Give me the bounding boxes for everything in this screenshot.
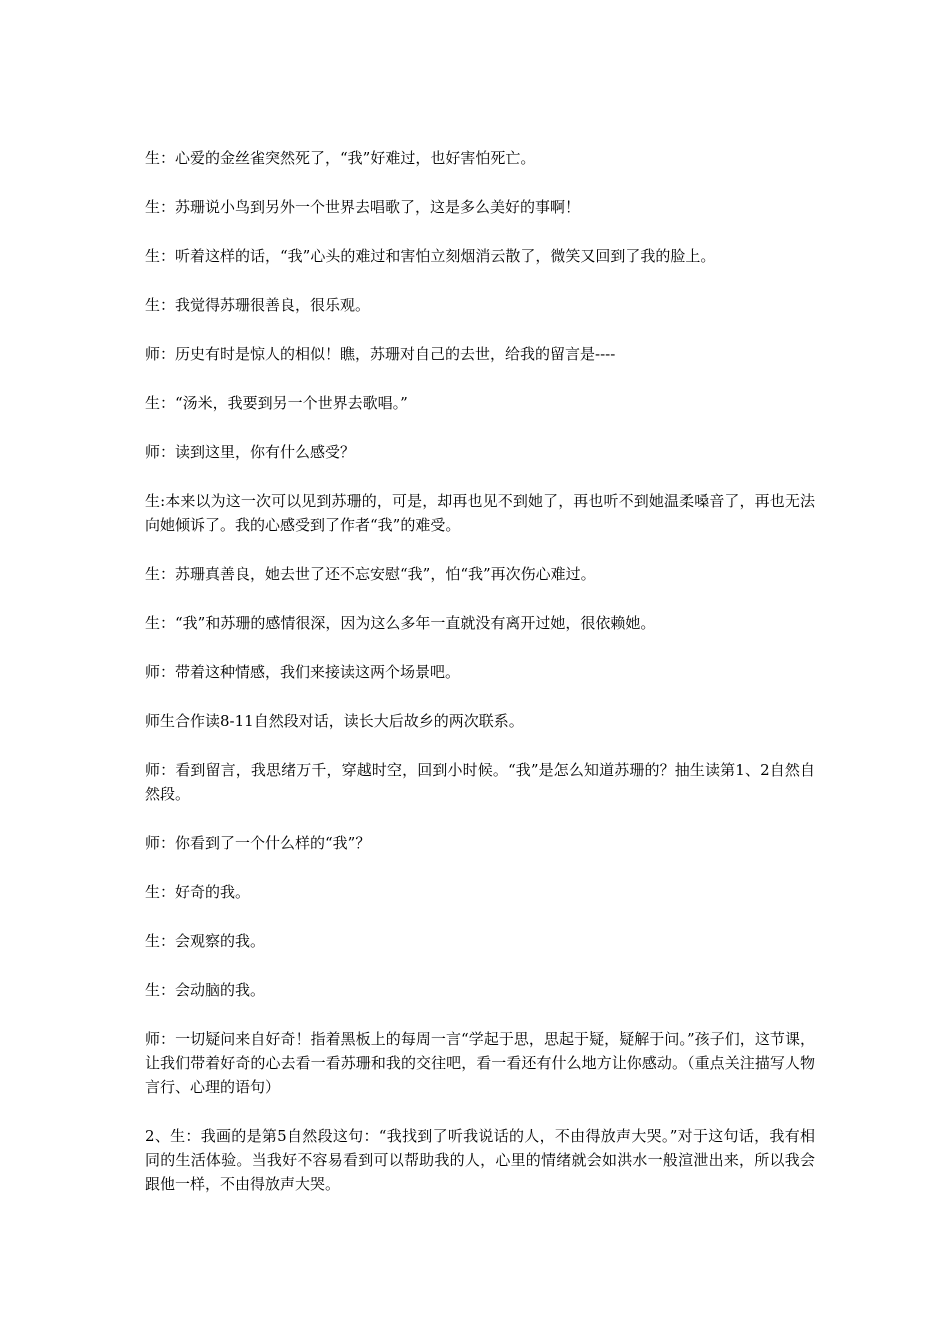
paragraph: 生：苏珊说小鸟到另外一个世界去唱歌了，这是多么美好的事啊！ — [145, 198, 581, 216]
paragraph: 师：你看到了一个什么样的“我”？ — [145, 834, 371, 852]
paragraph: 生:本来以为这一次可以见到苏珊的，可是，却再也见不到她了，再也听不到她温柔嗓音了，再也无法向她倾诉了。我的心感受到了作者“我”的难受。 — [145, 492, 815, 534]
paragraph: 师：带着这种情感，我们来接读这两个场景吧。 — [145, 663, 461, 681]
document-body — [145, 146, 815, 1221]
paragraph: 师：历史有时是惊人的相似！瞧，苏珊对自己的去世，给我的留言是---- — [145, 345, 616, 363]
paragraph: 生：会动脑的我。 — [145, 981, 266, 999]
paragraph: 师：一切疑问来自好奇！指着黑板上的每周一言“学起于思，思起于疑，疑解于问。”孩子们，这节课，让我们带着好奇的心去看一看苏珊和我的交往吧，看一看还有什么地方让你感动。（重点关注描写人物言行、心理的语句） — [145, 1030, 815, 1096]
paragraph: 师：读到这里，你有什么感受？ — [145, 443, 356, 461]
paragraph: 生：会观察的我。 — [145, 932, 266, 950]
paragraph: 生：“汤米，我要到另一个世界去歌唱。” — [145, 394, 408, 412]
paragraph: 生：心爱的金丝雀突然死了，“我”好难过，也好害怕死亡。 — [145, 149, 536, 167]
paragraph: 生：苏珊真善良，她去世了还不忘安慰“我”，怕“我”再次伤心难过。 — [145, 565, 596, 583]
paragraph: 2、生：我画的是第5自然段这句：“我找到了听我说话的人，不由得放声大哭。”对于这句话，我有相同的生活体验。当我好不容易看到可以帮助我的人，心里的情绪就会如洪水一般渲泄出来，所以我会跟他一样，不由得放声大哭。 — [145, 1127, 815, 1193]
paragraph: 师：看到留言，我思绪万千，穿越时空，回到小时候。“我”是怎么知道苏珊的？抽生读第1、2自然自然段。 — [145, 761, 815, 803]
paragraph: 生：我觉得苏珊很善良，很乐观。 — [145, 296, 371, 314]
paragraph: 生：好奇的我。 — [145, 883, 251, 901]
paragraph: 生：“我”和苏珊的感情很深，因为这么多年一直就没有离开过她，很依赖她。 — [145, 614, 656, 632]
paragraph: 生：听着这样的话，“我”心头的难过和害怕立刻烟消云散了，微笑又回到了我的脸上。 — [145, 247, 716, 265]
paragraph: 师生合作读8-11自然段对话，读长大后故乡的两次联系。 — [145, 712, 524, 730]
